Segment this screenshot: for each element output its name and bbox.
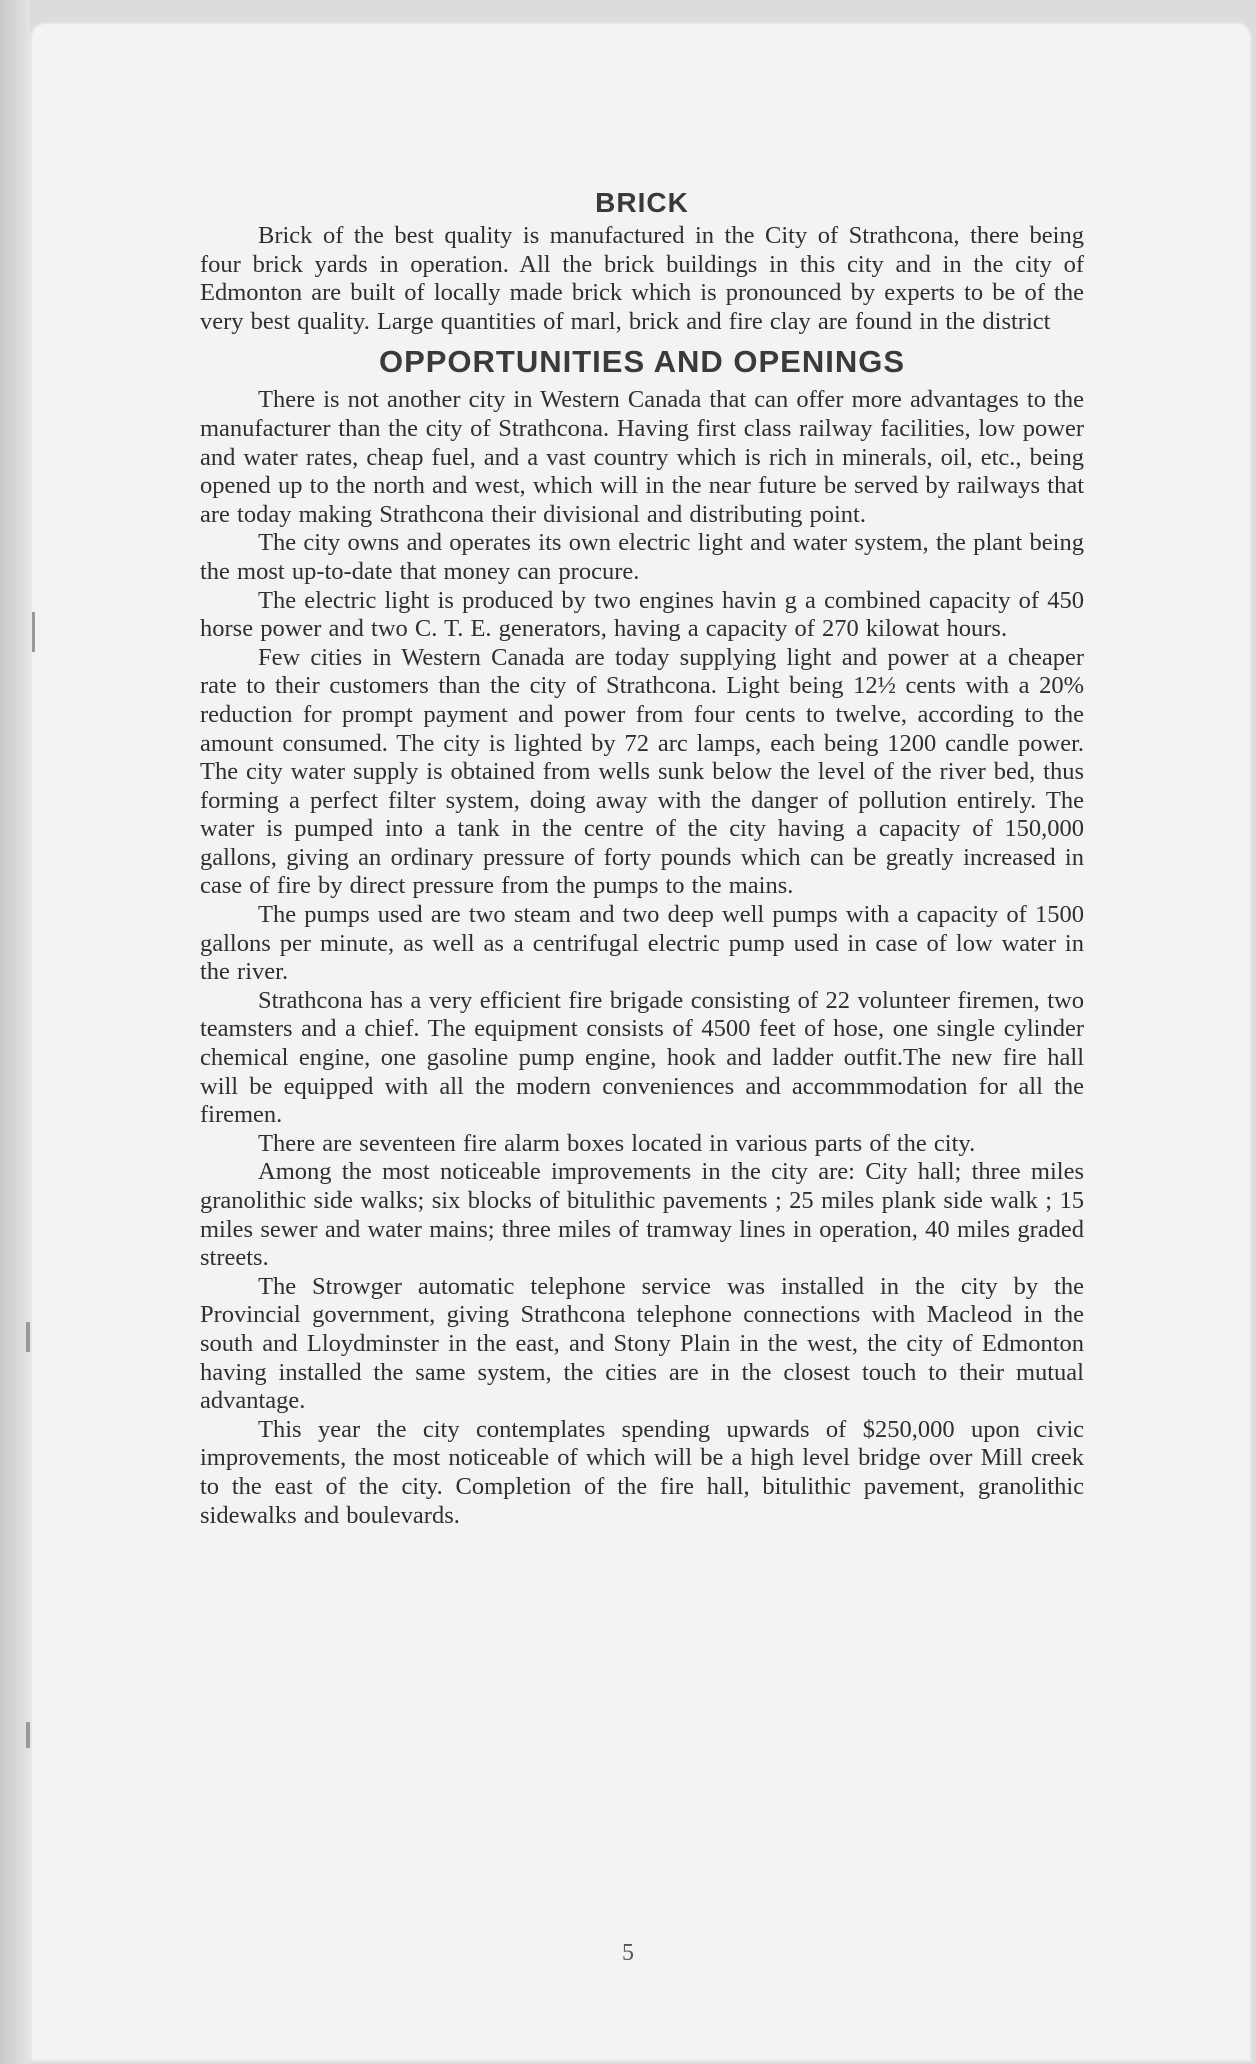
margin-mark bbox=[32, 612, 35, 652]
paragraph: Strathcona has a very efficient fire brigade consisting of 22 volunteer firemen, two teamsters and a chief. The equipment consists of 4500 feet of hose, one single cylinder chemical engine, one gasoline pump engine, hook and ladder outfit.The new fire hall will be equipped with all the modern conveniences and accommmodation for all the firemen. bbox=[200, 986, 1084, 1129]
paragraph: The Strowger automatic telephone service was installed in the city by the Provincial government, giving Strathcona telephone connections with Macleod in the south and Lloydminster in the east, and Stony Plain in the west, the city of Edmonton having installed the same system, the cities are in the closest touch to their mutual advantage. bbox=[200, 1272, 1084, 1415]
section-heading-opportunities: OPPORTUNITIES AND OPENINGS bbox=[378, 344, 906, 380]
page-number: 5 bbox=[622, 1940, 634, 1966]
paragraph-brick: Brick of the best quality is manufactured in the City of Strathcona, there being four brick yards in operation. All the brick buildings in this city and in the city of Edmonton are built of locally made brick which is pronounced by experts to be of the very best quality. Large quantities of marl, brick and fire clay are found in the district bbox=[200, 222, 1084, 335]
paragraph: The pumps used are two steam and two deep well pumps with a capacity of 1500 gallons per minute, as well as a centrifugal electric pump used in case of low water in the river. bbox=[200, 901, 1084, 986]
margin-mark bbox=[26, 1722, 30, 1748]
scan-left-edge bbox=[0, 0, 30, 2064]
paragraph: Few cities in Western Canada are today supplying light and power at a cheaper rate to their customers than the city of Strathcona. Light being 12½ cents with a 20% reduction for prompt payment and power from four cents to twelve, according to the amount consumed. The city is lighted by 72 arc lamps, each being 1200 candle power. The city water supply is obtained from wells sunk below the level of the river bed, thus forming a perfect filter system, doing away with the danger of pollution entirely. The water is pumped into a tank in the centre of the city having a capacity of 150,000 gallons, giving an ordinary pressure of forty pounds which can be greatly increased in case of fire by direct pressure from the pumps to the mains. bbox=[200, 643, 1084, 900]
paragraph: There are seventeen fire alarm boxes located in various parts of the city. bbox=[258, 1129, 976, 1157]
paragraph: This year the city contemplates spending upwards of $250,000 upon civic improvements, the most noticeable of which will be a high level bridge over Mill creek to the east of the city. Completion of the fire hall, bitulithic pavement, granolithic sidewalks and boulevards. bbox=[200, 1415, 1084, 1529]
paragraph: The city owns and operates its own electric light and water system, the plant being the most up-to-date that money can procure. bbox=[200, 529, 1084, 585]
section-heading-brick: BRICK bbox=[595, 187, 689, 218]
paragraph: Among the most noticeable improvements in the city are: City hall; three miles granolithic side walks; six blocks of bitulithic pavements ; 25 miles plank side walk ; 15 miles sewer and water mains; three miles of tramway lines in operation, 40 miles graded streets. bbox=[200, 1158, 1084, 1272]
document-body bbox=[200, 186, 1084, 1530]
margin-mark bbox=[26, 1322, 30, 1352]
paragraph: There is not another city in Western Canada that can offer more advantages to the manufacturer than the city of Strathcona. Having first class railway facilities, low power and water rates, cheap fuel, and a vast country which is rich in minerals, oil, etc., being opened up to the north and west, which will in the near future be served by railways that are today making Strathcona their divisional and distributing point. bbox=[200, 386, 1084, 528]
paragraph: The electric light is produced by two engines havin g a combined capacity of 450 horse power and two C. T. E. generators, having a capacity of 270 kilowat hours. bbox=[200, 586, 1084, 643]
